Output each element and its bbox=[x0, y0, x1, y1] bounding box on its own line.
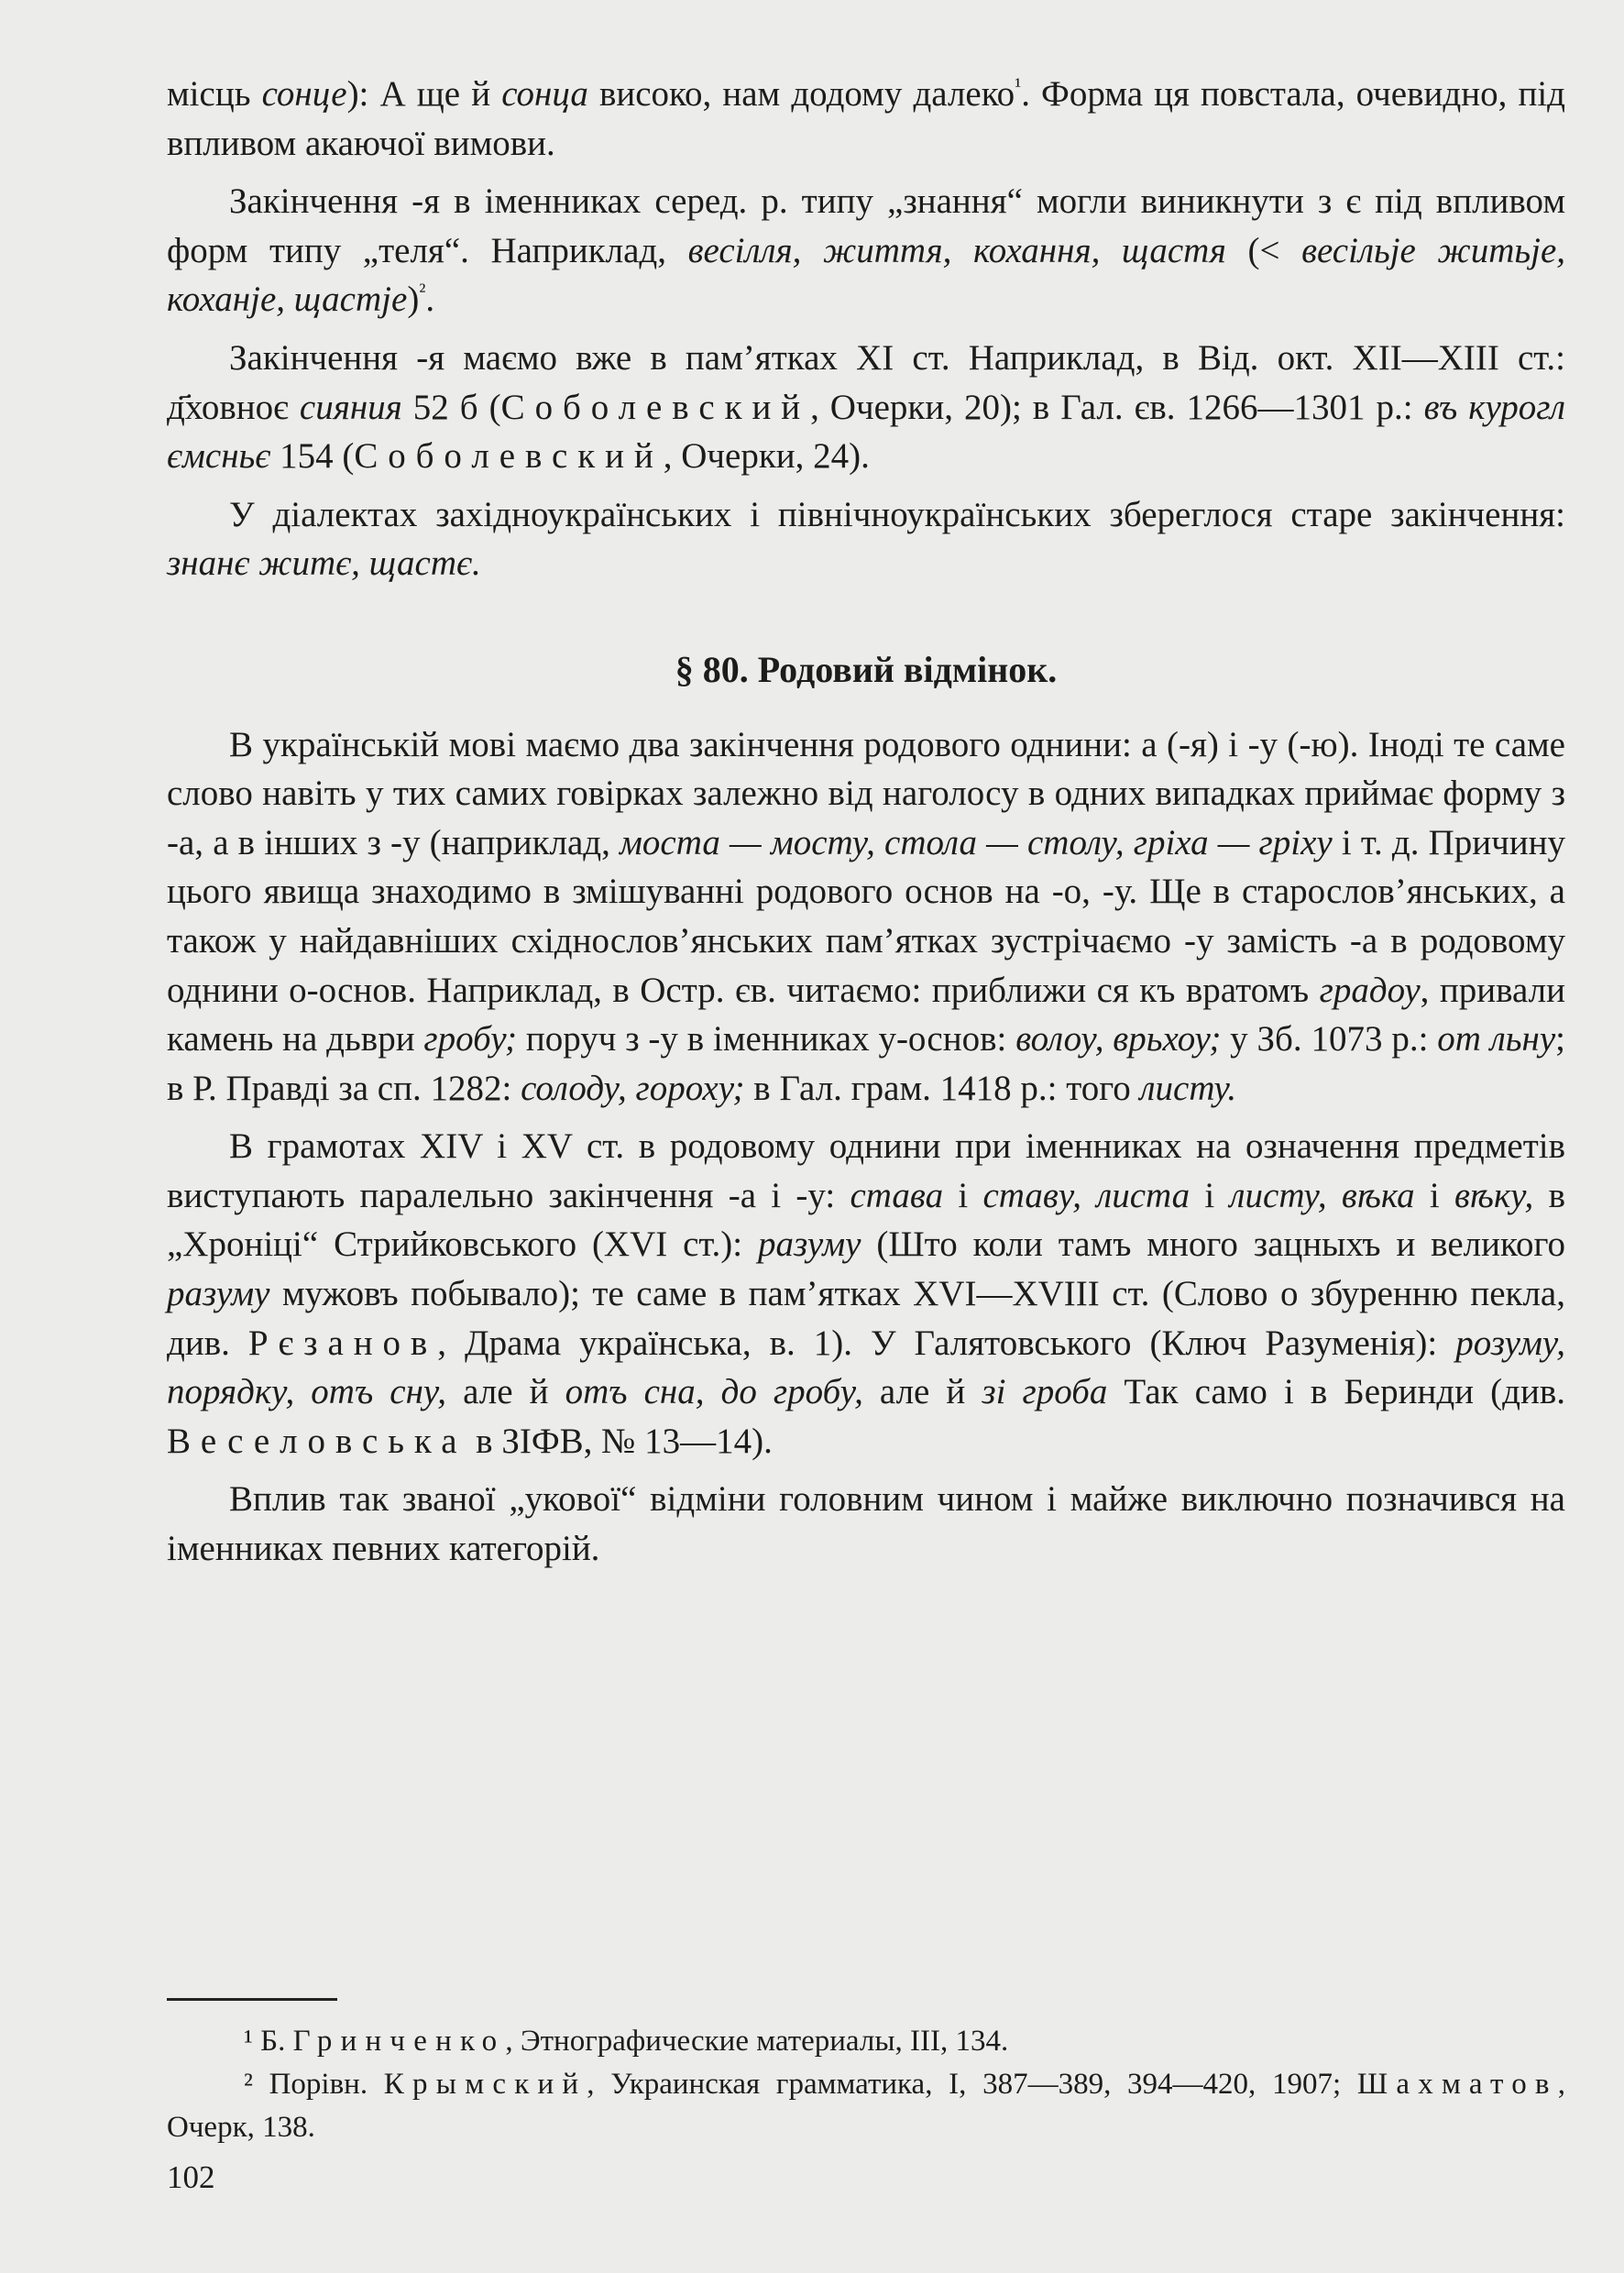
italic-text: разуму bbox=[167, 1274, 270, 1314]
paragraph bbox=[167, 1122, 1565, 1466]
footnote-ref: ² bbox=[419, 280, 426, 304]
italic-text: сонца bbox=[501, 74, 588, 114]
text-run: ; в Р. Правді за сп. 1282: bbox=[167, 1019, 1566, 1108]
footnote-divider bbox=[167, 1998, 337, 2001]
paragraph bbox=[167, 70, 1565, 168]
italic-text: волоу, врьхоу; bbox=[1015, 1019, 1222, 1060]
paragraph bbox=[167, 490, 1565, 588]
section-heading: § 80. Родовий відмінок. bbox=[675, 648, 1058, 690]
text-run: у Зб. 1073 р.: bbox=[1221, 1019, 1438, 1060]
body-text bbox=[167, 70, 1565, 1574]
italic-text: гробу; bbox=[423, 1019, 518, 1060]
italic-text: от льну bbox=[1437, 1019, 1556, 1060]
paragraph bbox=[167, 720, 1565, 1114]
paragraph bbox=[167, 177, 1565, 324]
italic-text: сонце bbox=[261, 74, 347, 114]
text-run: , Очерки, 20); в Гал. єв. 1266—1301 р.: bbox=[810, 387, 1424, 427]
paragraph bbox=[167, 334, 1565, 481]
italic-text: солоду, гороху; bbox=[521, 1068, 745, 1108]
text-run: ¹ Б. bbox=[244, 2025, 293, 2058]
text-run: місць bbox=[167, 74, 262, 114]
spaced-name: Гринченко bbox=[292, 2025, 506, 2058]
italic-text: въ курогл ємсньє bbox=[167, 387, 1566, 477]
italic-text: градоу bbox=[1319, 970, 1421, 1010]
text-run: . Форма ця повстала, очевидно, під впливом акаючої вимови. bbox=[167, 74, 1566, 163]
text-run: в „Хроніці“ Стрийковського (XVI ст.): bbox=[167, 1175, 1565, 1265]
text-run: і bbox=[1190, 1175, 1230, 1215]
text-run: Закінчення -я маємо вже в пам’ятках XI ст. Наприклад, в Від. окт. XII—XIII ст.: д҃ховноє bbox=[167, 337, 1565, 427]
footnotes bbox=[167, 2020, 1565, 2149]
text-run: (Што коли тамъ много зацныхъ и великого bbox=[861, 1224, 1566, 1265]
text-run: і т. д. Причину цього явища знаходимо в змішуванні родового основ на -о, -у. Ще в старослов’янських, а також у найдавніших східнослов’янських пам’ятках зустрічаємо -у замість -а в родовому однини о-основ. Наприклад, в Остр. єв. читаємо: приближи ся къ вратомъ bbox=[167, 822, 1565, 1010]
italic-text: става bbox=[850, 1175, 944, 1215]
spaced-name: Шахматов bbox=[1356, 2068, 1558, 2101]
paragraph bbox=[167, 1475, 1565, 1573]
footnote bbox=[167, 2020, 1565, 2063]
text-run: але й bbox=[446, 1372, 565, 1412]
spaced-name: Соболевский bbox=[500, 387, 811, 427]
text-run: високо, нам додому далеко bbox=[587, 74, 1015, 114]
page-number: 102 bbox=[167, 2159, 215, 2195]
spaced-name: Веселовська bbox=[167, 1421, 467, 1461]
italic-text: зі гроба bbox=[982, 1372, 1108, 1412]
text-run: і bbox=[1414, 1175, 1454, 1215]
text-run: Так само і в Беринди (див. bbox=[1107, 1372, 1565, 1412]
text-run: 52 б ( bbox=[401, 387, 501, 427]
footnote bbox=[167, 2063, 1565, 2149]
italic-text: вѣку, bbox=[1454, 1175, 1534, 1215]
italic-text: весілля, життя, кохання, щастя bbox=[687, 230, 1226, 270]
footnote-ref: ¹ bbox=[1015, 74, 1022, 98]
text-run: , Очерк, 138. bbox=[167, 2068, 1565, 2144]
text-run: , привали камень на дьври bbox=[167, 970, 1565, 1060]
italic-text: розуму, порядку, отъ сну, bbox=[167, 1323, 1565, 1412]
text-run: , Этнографические материалы, III, 134. bbox=[505, 2025, 1009, 2058]
text-run: , Очерки, 24). bbox=[663, 436, 870, 477]
text-run: 154 ( bbox=[270, 436, 355, 477]
italic-text: отъ сна, до гробу, bbox=[565, 1372, 863, 1412]
spaced-name: Рєзанов bbox=[247, 1323, 438, 1363]
text-run: мужовъ побывало); те саме в пам’ятках XVI—XVIII ст. (Слово о збуренню пекла, див. bbox=[167, 1274, 1565, 1363]
text-run: в ЗІФВ, № 13—14). bbox=[466, 1421, 773, 1461]
text-run: і bbox=[943, 1175, 983, 1215]
text-run: Закінчення -я в іменниках серед. р. типу „знання“ могли виникнути з є під впливом форм типу „теля“. Наприклад, bbox=[167, 181, 1565, 270]
text-run: (< bbox=[1225, 230, 1302, 270]
text-run: , Украинская грамматика, I, 387—389, 394—420, 1907; bbox=[587, 2068, 1357, 2101]
text-run: в Гал. грам. 1418 р.: того bbox=[744, 1068, 1140, 1108]
text-run: поруч з -у в іменниках у-основ: bbox=[517, 1019, 1016, 1060]
italic-text: знанє житє, щастє. bbox=[167, 544, 481, 584]
italic-text: листу. bbox=[1139, 1068, 1237, 1108]
italic-text: сияния bbox=[299, 387, 402, 427]
italic-text: моста — мосту, стола — столу, гріха — гріху bbox=[620, 822, 1333, 862]
text-run: , Драма українська, в. 1). У Галятовського (Ключ Разуменія): bbox=[437, 1323, 1456, 1363]
spaced-name: Соболевский bbox=[354, 436, 664, 477]
italic-text: ставу, листа bbox=[982, 1175, 1191, 1215]
text-run: Вплив так званої „укової“ відміни головним чином і майже виключно позначився на іменниках певних категорій. bbox=[167, 1479, 1565, 1569]
text-run: але й bbox=[862, 1372, 982, 1412]
text-run: ) bbox=[407, 280, 420, 320]
italic-text: разуму bbox=[757, 1224, 861, 1265]
spaced-name: Крымский bbox=[383, 2068, 587, 2101]
text-run: ): А ще й bbox=[346, 74, 502, 114]
text-run: В грамотах XIV і XV ст. в родовому однини при іменниках на означення предметів виступають паралельно закінчення -а і -у: bbox=[167, 1126, 1565, 1215]
italic-text: весільје житьје, коханје, щастје bbox=[167, 230, 1566, 320]
italic-text: листу, вѣка bbox=[1229, 1175, 1415, 1215]
text-run: У діалектах західноукраїнських і північноукраїнських збереглося старе закінчення: bbox=[229, 494, 1565, 534]
text-run: В українській мові маємо два закінчення родового однини: а (-я) і -у (-ю). Іноді те саме слово навіть у тих самих говірках залежно від наголосу в одних випадках приймає форму з -а, а в інших з -у (наприклад, bbox=[167, 724, 1565, 862]
text-run: . bbox=[425, 280, 435, 320]
text-run: ² Порівн. bbox=[244, 2068, 384, 2101]
